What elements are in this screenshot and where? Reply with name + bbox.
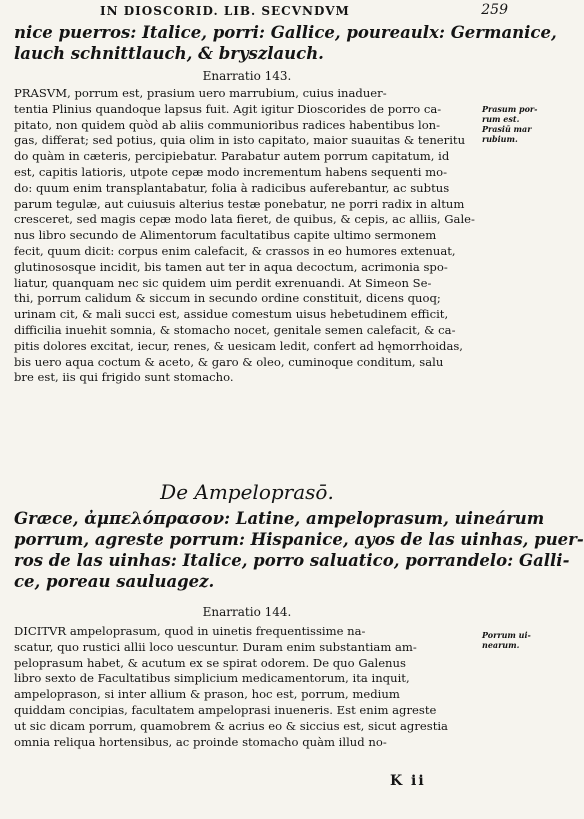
- text-line: nus libro secundo de Alimentorum facultatibus capite ultimo sermonem: [14, 228, 437, 243]
- margin-note-line: Porrum ui-: [482, 630, 531, 640]
- text-line: ut sic dicam porrum, quamobrem & acrius eo & siccius est, sicut agrestia: [14, 718, 448, 733]
- text-line: liatur, quanquam nec sic quidem uim perdit exrenuandi. At Simeon Se-: [14, 275, 432, 290]
- text-line: bis uero aqua coctum & aceto, & garo & oleo, cuminoque conditum, salu: [14, 354, 444, 369]
- margin-note-line: Prasum por-: [482, 104, 538, 114]
- text-line: PRASVM, porrum est, prasium uero marrubium, cuius inaduer-: [14, 86, 387, 100]
- text-line: DICITVR ampeloprasum, quod in uinetis frequentissime na-: [14, 624, 366, 638]
- enarratio-144-heading: Enarratio 144.: [202, 605, 292, 619]
- text-line: bre est, iis qui frigido sunt stomacho.: [14, 370, 234, 385]
- text-line: libro sexto de Facultatibus simplicium medicamentorum, ita inquit,: [14, 671, 410, 686]
- text-line: fecit, quum dicit: corpus enim calefacit, & crassos in eo humores extenuat,: [14, 243, 456, 258]
- running-title: IN DIOSCORID. LIB. SECVNDVM: [100, 4, 350, 18]
- text-line: gas, differat; sed potius, quia olim in isto capitato, maior suauitas & teneritu: [14, 133, 466, 148]
- text-line: porrum, agreste porrum: Hispanice, ayos de las uinhas, puer-: [14, 530, 584, 549]
- signature-mark: K ii: [390, 773, 426, 789]
- margin-note-prasum: [482, 104, 540, 144]
- prasum-paragraph: [14, 86, 480, 386]
- section-title: De Ampeloprasō.: [160, 480, 334, 504]
- text-line: difficilia inuehit somnia, & stomacho nocet, genitale semen calefacit, & ca-: [14, 322, 456, 337]
- text-line: ampeloprason, si inter allium & prason, hoc est, porrum, medium: [14, 687, 400, 702]
- text-line: do: quum enim transplantabatur, folia à radicibus auferebantur, ac subtus: [14, 180, 450, 195]
- margin-note-porrum: [482, 630, 540, 650]
- intro-block: [14, 22, 557, 64]
- margin-note-line: rubium.: [482, 134, 518, 144]
- margin-note-line: nearum.: [482, 640, 520, 650]
- text-line: pitis dolores excitat, iecur, renes, & uesicam ledit, confert ad hęmorrhoidas,: [14, 338, 463, 353]
- text-line: est, capitis latioris, utpote cepæ modo incrementum habens sequenti mo-: [14, 164, 447, 179]
- text-line: urinam cit, & mali succi est, assidue comestum uisus hebetudinem efficit,: [14, 307, 449, 322]
- enarratio-143-heading: Enarratio 143.: [202, 69, 292, 83]
- text-line: do quàm in cæteris, percipiebatur. Parabatur autem porrum capitatum, id: [14, 149, 450, 164]
- text-line: peloprasum habet, & acutum ex se spirat odorem. De quo Galenus: [14, 655, 406, 670]
- text-line: glutinososque incidit, bis tamen aut ter in aqua decoctum, acrimonia spo-: [14, 259, 448, 274]
- text-line: cresceret, sed magis cepæ modo lata fieret, de quibus, & cepis, ac alliis, Gale-: [14, 212, 475, 227]
- margin-note-line: rum est.: [482, 114, 520, 124]
- text-line: ce, poreau sauluagez.: [14, 572, 215, 591]
- text-line: omnia reliqua hortensibus, ac proinde stomacho quàm illud no-: [14, 734, 387, 749]
- text-line: lauch schnittlauch, & bryszlauch.: [14, 44, 324, 63]
- text-line: ros de las uinhas: Italice, porro saluatico, porrandelo: Galli-: [14, 551, 570, 570]
- text-line: pitato, non quidem quòd ab aliis communioribus radices habentibus lon-: [14, 117, 441, 132]
- margin-note-line: Prasiū mar: [482, 124, 532, 134]
- dicitur-paragraph: [14, 624, 480, 750]
- page-number: 259: [481, 2, 508, 18]
- text-line: Græce, ἀμπελόπρασον: Latine, ampeloprasum, uineárum: [14, 509, 545, 528]
- text-line: thi, porrum calidum & siccum in secundo ordine constituit, dicens quoq;: [14, 291, 441, 306]
- text-line: tentia Plinius quandoque lapsus fuit. Agit igitur Dioscorides de porro ca-: [14, 101, 442, 116]
- text-line: parum tegulæ, aut cuiusuis alterius testæ ponebatur, ne porri radix in altum: [14, 196, 465, 211]
- text-line: quiddam concipias, facultatem ampeloprasi inueneris. Est enim agreste: [14, 702, 437, 717]
- text-line: nice puerros: Italice, porri: Gallice, poureaulx: Germanice,: [14, 23, 557, 42]
- text-line: scatur, quo rustici allii loco uescuntur. Duram enim substantiam am-: [14, 639, 417, 654]
- synonyms-block: [14, 508, 584, 592]
